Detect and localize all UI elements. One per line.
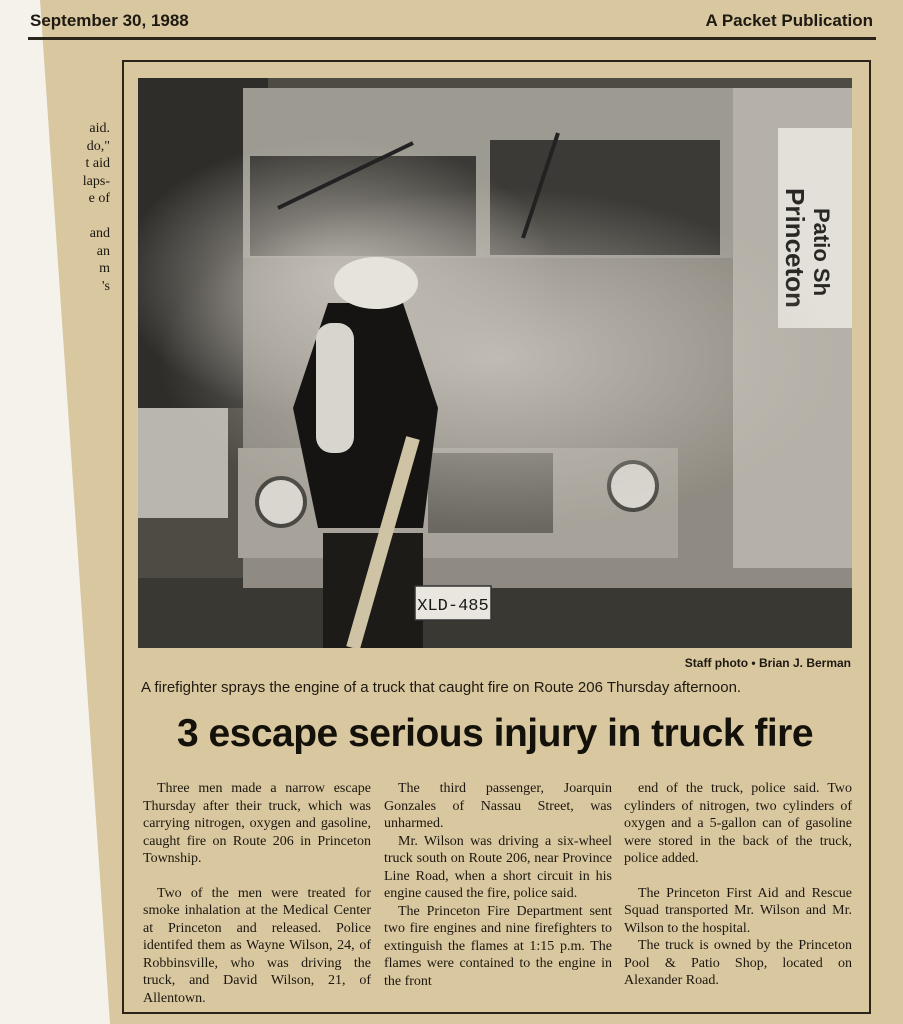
article-column-2: [384, 780, 612, 990]
article-column-1: [143, 780, 371, 1007]
paragraph: The Princeton Fire Department sent two fire engines and nine firefighters to extinguish the flames at 1:15 p.m. The flames were contained to the engine in the front: [384, 903, 612, 989]
photo-caption: A firefighter sprays the engine of a truck that caught fire on Route 206 Thursday afternoon.: [141, 679, 742, 696]
fragment-line: laps-: [82, 173, 110, 189]
fragment-line: aid.: [89, 121, 110, 136]
fragment-line: [58, 208, 110, 226]
photo-credit: Staff photo • Brian J. Berman: [684, 656, 851, 670]
header-date: September 30, 1988: [30, 11, 189, 30]
paragraph: The third passenger, Joarquin Gonzales of Nassau Street, was unharmed.: [384, 781, 612, 831]
photo-illustration: [138, 78, 852, 648]
license-plate: XLD-485: [417, 597, 489, 616]
header-rule: [28, 37, 876, 40]
paragraph: end of the truck, police said. Two cylinders of nitrogen, two cylinders of oxygen and a 5-gallon can of gasoline were stored in the back of the truck, police added.: [624, 781, 852, 866]
paragraph: The Princeton First Aid and Rescue Squad transported Mr. Wilson and Mr. Wilson to the hospital.: [624, 885, 852, 936]
fragment-line: 's: [102, 278, 110, 294]
fragment-line: t aid: [85, 156, 110, 171]
paragraph: Mr. Wilson was driving a six-wheel truck south on Route 206, near Province Line Road, when a short circuit in his engine caused the fire, police said.: [384, 833, 612, 901]
paragraph: Three men made a narrow escape Thursday after their truck, which was carrying nitrogen, oxygen and gasoline, caught fire on Route 206 in Princeton Township.: [143, 781, 371, 866]
paragraph: Two of the men were treated for smoke inhalation at the Medical Center at Princeton and released. Police identifed them as Wayne Wilson, 24, of Robbinsville, who was driving the truck, and David Wilson, 21, of Allentown.: [143, 885, 371, 1006]
fragment-line: e of: [88, 191, 110, 206]
paragraph: The truck is owned by the Princeton Pool & Patio Shop, located on Alexander Road.: [624, 938, 852, 988]
truck-fire-photo: [138, 78, 852, 648]
truck-sign-line-2: Patio Sh: [809, 208, 834, 297]
adjacent-article-fragment: [58, 120, 110, 295]
fragment-line: an: [96, 243, 110, 259]
fragment-line: and: [89, 226, 110, 241]
headline: 3 escape serious injury in truck fire: [176, 712, 814, 755]
fragment-line: m: [99, 261, 110, 276]
fragment-line: do,": [86, 138, 110, 154]
truck-sign-line-1: Princeton: [780, 188, 810, 308]
header-publication: A Packet Publication: [705, 11, 873, 30]
article-column-3: [624, 780, 852, 990]
